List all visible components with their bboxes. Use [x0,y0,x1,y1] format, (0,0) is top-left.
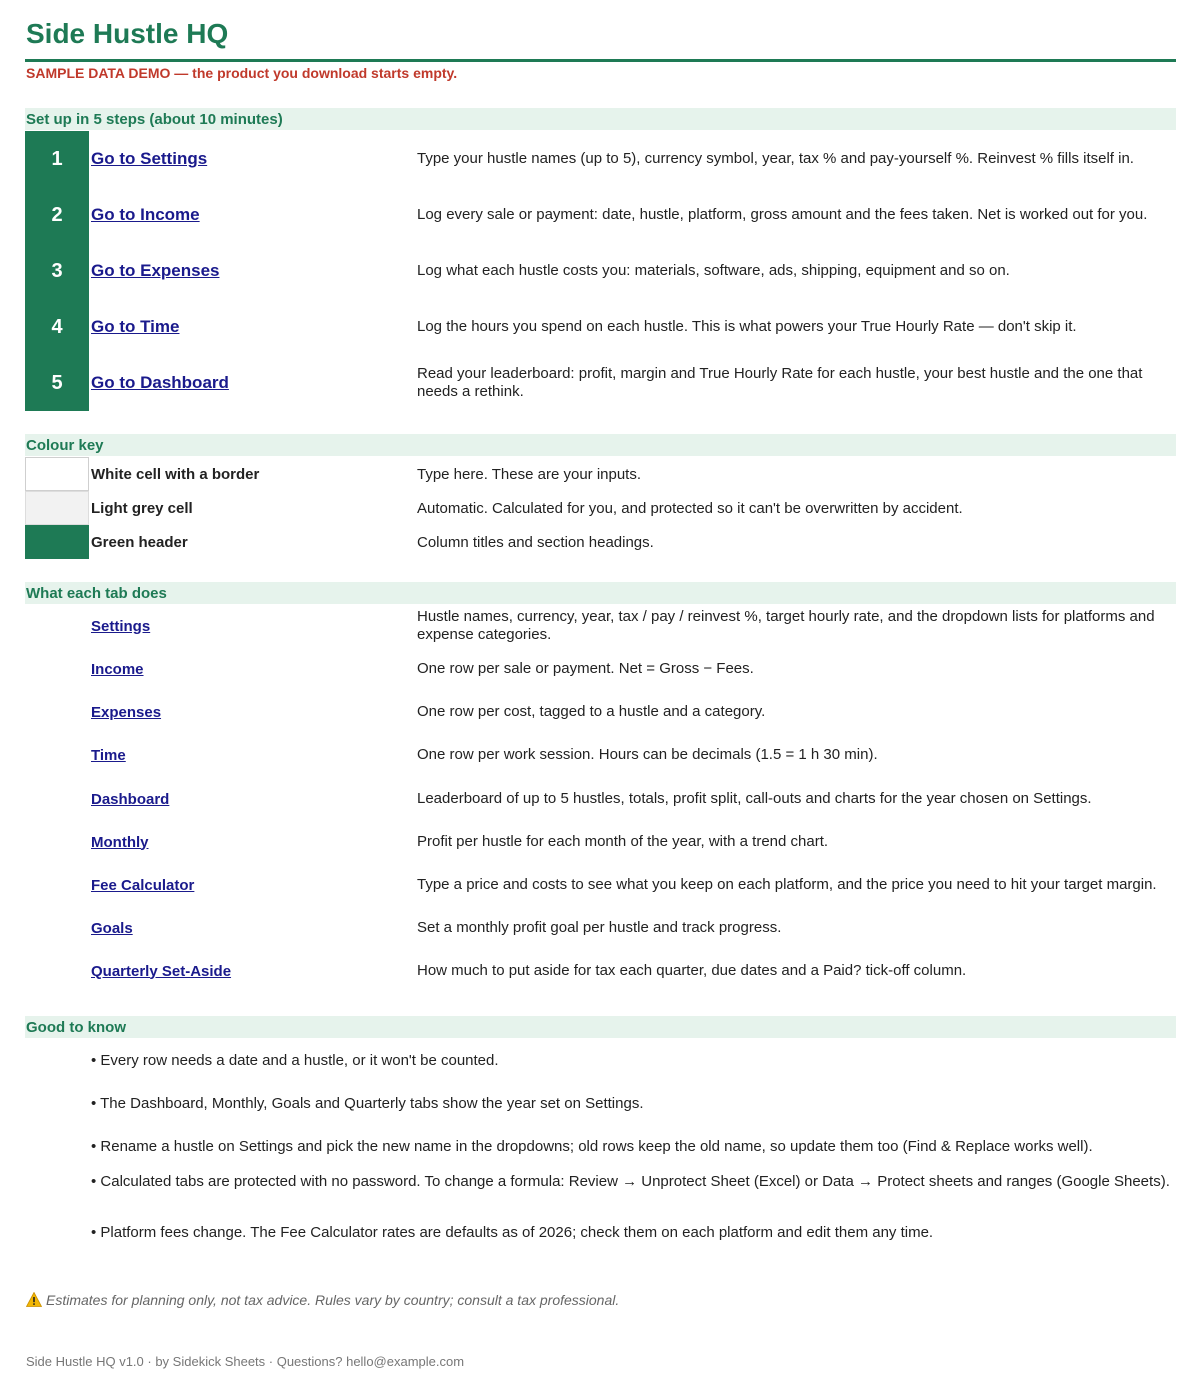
step-description: Log what each hustle costs you: materials, software, ads, shipping, equipment and so on. [417,262,1010,279]
header-cell-swatch [25,525,89,559]
colour-key-heading: Colour key [26,437,104,454]
tab-description: How much to put aside for tax each quarter, due dates and a Paid? tick-off column. [417,962,967,979]
monthly-tab-link[interactable]: Monthly [91,833,149,851]
step-description: Type your hustle names (up to 5), currency symbol, year, tax % and pay-yourself %. Reinvest % fills itself in. [417,150,1134,167]
step-number: 4 [25,299,89,355]
step-description: Log the hours you spend on each hustle. This is what powers your True Hourly Rate — don't skip it. [417,318,1077,335]
dashboard-tab-link[interactable]: Dashboard [91,790,170,808]
tip-item: • Every row needs a date and a hustle, or it won't be counted. [91,1052,499,1069]
colour-key-description: Type here. These are your inputs. [417,465,642,483]
quarterly-set-aside-tab-link[interactable]: Quarterly Set-Aside [91,962,232,980]
tab-row-dashboard [25,779,1176,819]
tab-description: One row per work session. Hours can be decimals (1.5 = 1 h 30 min). [417,746,878,763]
colour-key-row-automatic [25,491,1176,525]
step-row-5 [25,355,1176,411]
disclaimer-text: Estimates for planning only, not tax advice. Rules vary by country; consult a tax professional. [46,1292,620,1308]
colour-key-label: White cell with a border [91,465,260,483]
go-to-expenses-link[interactable]: Go to Expenses [91,261,220,280]
tab-row-goals [25,908,1176,948]
step-number: 5 [25,355,89,411]
tab-description: Leaderboard of up to 5 hustles, totals, profit split, call-outs and charts for the year chosen on Settings. [417,790,1092,807]
colour-key-row-header [25,525,1176,559]
fee-calculator-tab-link[interactable]: Fee Calculator [91,876,195,894]
income-tab-link[interactable]: Income [91,660,144,678]
footer-credit: Side Hustle HQ v1.0 · by Sidekick Sheets · Questions? hello@example.com [26,1354,465,1369]
go-to-dashboard-link[interactable]: Go to Dashboard [91,373,229,392]
tab-description: Hustle names, currency, year, tax / pay / reinvest %, target hourly rate, and the dropdown lists for platforms and expense categories. [417,608,1155,643]
setup-section-header [25,108,1176,130]
tab-row-expenses [25,692,1176,732]
step-row-3 [25,243,1176,299]
step-row-1 [25,131,1176,187]
tax-disclaimer [26,1292,619,1308]
colour-key-description: Automatic. Calculated for you, and protected so it can't be overwritten by accident. [417,499,963,517]
tabs-heading: What each tab does [26,585,167,602]
good-to-know-heading: Good to know [26,1019,126,1036]
tab-row-time [25,735,1176,775]
go-to-income-link[interactable]: Go to Income [91,205,200,224]
sample-data-notice: SAMPLE DATA DEMO — the product you download starts empty. [26,65,458,81]
tab-description: Set a monthly profit goal per hustle and track progress. [417,919,782,936]
tab-row-monthly [25,822,1176,862]
step-row-2 [25,187,1176,243]
expenses-tab-link[interactable]: Expenses [91,703,162,721]
go-to-settings-link[interactable]: Go to Settings [91,149,208,168]
tab-description: Profit per hustle for each month of the year, with a trend chart. [417,833,829,850]
go-to-time-link[interactable]: Go to Time [91,317,180,336]
tabs-section-header [25,582,1176,604]
page-title: Side Hustle HQ [26,18,229,49]
tip-item: • The Dashboard, Monthly, Goals and Quarterly tabs show the year set on Settings. [91,1095,644,1112]
goals-tab-link[interactable]: Goals [91,919,133,937]
colour-key-row-input [25,457,1176,491]
input-cell-swatch [25,457,89,491]
title-divider [25,59,1176,62]
step-number: 2 [25,187,89,243]
colour-key-label: Green header [91,533,188,551]
step-number: 1 [25,131,89,187]
tab-row-fee-calculator [25,865,1176,905]
tab-row-settings [25,606,1176,646]
tab-description: Type a price and costs to see what you keep on each platform, and the price you need to hit your target margin. [417,876,1157,893]
warning-icon [26,1292,42,1307]
tab-row-income [25,649,1176,689]
tab-row-quarterly-set-aside [25,951,1176,991]
setup-heading: Set up in 5 steps (about 10 minutes) [26,111,283,128]
time-tab-link[interactable]: Time [91,746,126,764]
settings-tab-link[interactable]: Settings [91,617,151,635]
step-number: 3 [25,243,89,299]
tip-item: • Platform fees change. The Fee Calculator rates are defaults as of 2026; check them on each platform and edit them any time. [91,1224,934,1241]
step-description: Log every sale or payment: date, hustle, platform, gross amount and the fees taken. Net is worked out for you. [417,206,1148,223]
good-to-know-section-header [25,1016,1176,1038]
colour-key-description: Column titles and section headings. [417,533,654,551]
tab-description: One row per sale or payment. Net = Gross − Fees. [417,660,754,677]
tab-description: One row per cost, tagged to a hustle and a category. [417,703,766,720]
tip-item: • Rename a hustle on Settings and pick the new name in the dropdowns; old rows keep the old name, so update them too (Find & Replace works well). [91,1138,1093,1155]
step-row-4 [25,299,1176,355]
colour-key-section-header [25,434,1176,456]
colour-key-label: Light grey cell [91,499,193,517]
tip-item: • Calculated tabs are protected with no password. To change a formula: Review → Unprotect Sheet (Excel) or Data → Protect sheets and ranges (Google Sheets). [91,1173,1170,1190]
automatic-cell-swatch [25,491,89,525]
step-description: Read your leaderboard: profit, margin and True Hourly Rate for each hustle, your best hustle and the one that needs a rethink. [417,365,1143,400]
